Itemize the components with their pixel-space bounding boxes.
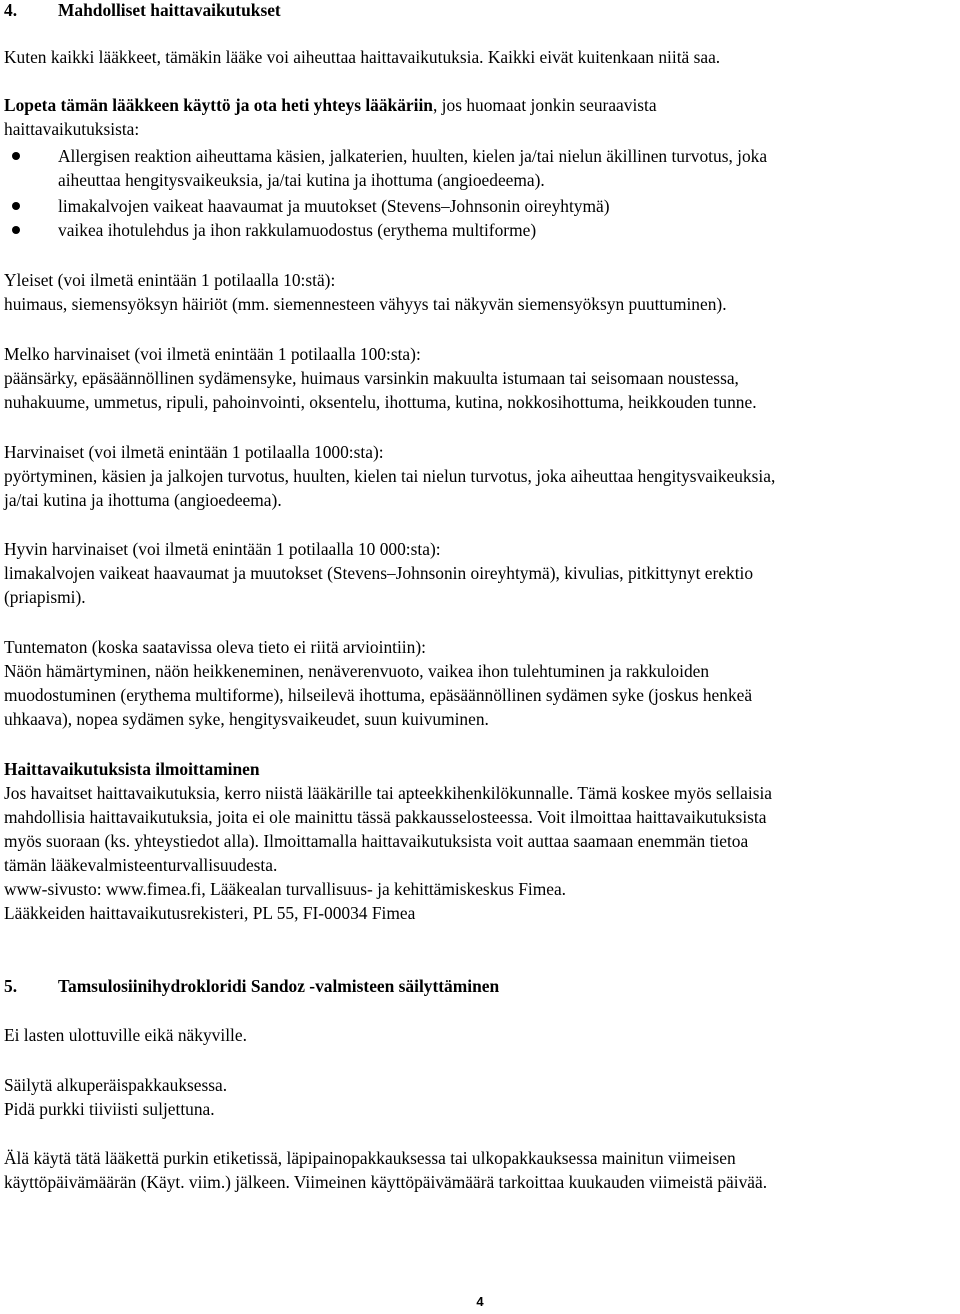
page-number: 4 [476,1294,484,1309]
frequency-text-very-rare: limakalvojen vaikeat haavaumat ja muutokset (Stevens–Johnsonin oireyhtymä), kivulias, pitkittynyt erektio [4,563,754,583]
section-5-heading [4,974,499,998]
stop-instruction-line2: haittavaikutuksista: [4,119,140,139]
stop-instruction-rest: , jos huomaat jonkin seuraavista [432,95,657,115]
frequency-text-very-rare: (priapismi). [4,587,86,607]
frequency-text-unknown: uhkaava), nopea sydämen syke, hengitysvaikeudet, suun kuivuminen. [4,709,489,729]
section-number: 5. [4,976,18,996]
section-number: 4. [4,0,18,20]
frequency-text-rare: ja/tai kutina ja ihottuma (angioedeema). [4,490,282,510]
bullet-icon [12,226,20,234]
section-4-heading [4,0,281,22]
reporting-text: tämän lääkevalmisteenturvallisuudesta. [4,855,278,875]
frequency-heading-very-rare: Hyvin harvinaiset (voi ilmetä enintään 1 potilaalla 10 000:sta): [4,539,441,559]
reporting-heading: Haittavaikutuksista ilmoittaminen [4,759,260,779]
bullet-item-continued: aiheuttaa hengitysvaikeuksia, ja/tai kutina ja ihottuma (angioedeema). [58,170,545,190]
reporting-address: Lääkkeiden haittavaikutusrekisteri, PL 55, FI-00034 Fimea [4,903,416,923]
frequency-text-uncommon: nuhakuume, ummetus, ripuli, pahoinvointi, oksentelu, ihottuma, kutina, nokkosihottuma, heikkouden tunne. [4,392,757,412]
expiry-text: käyttöpäivämäärän (Käyt. viim.) jälkeen. Viimeinen käyttöpäivämäärä tarkoittaa kuukauden viimeistä päivää. [4,1172,768,1192]
storage-children: Ei lasten ulottuville eikä näkyville. [4,1025,247,1045]
frequency-heading-unknown: Tuntematon (koska saatavissa oleva tieto ei riitä arviointiin): [4,637,426,657]
storage-package: Säilytä alkuperäispakkauksessa. [4,1075,228,1095]
reporting-website: www-sivusto: www.fimea.fi, Lääkealan turvallisuus- ja kehittämiskeskus Fimea. [4,879,567,899]
frequency-text-rare: pyörtyminen, käsien ja jalkojen turvotus, huulten, kielen tai nielun turvotus, joka aiheuttaa hengitysvaikeuksia, [4,466,776,486]
section-title: Tamsulosiinihydrokloridi Sandoz -valmisteen säilyttäminen [58,976,500,996]
frequency-heading-rare: Harvinaiset (voi ilmetä enintään 1 potilaalla 1000:sta): [4,442,384,462]
frequency-heading-uncommon: Melko harvinaiset (voi ilmetä enintään 1 potilaalla 100:sta): [4,344,421,364]
reporting-text: mahdollisia haittavaikutuksia, joita ei ole mainittu tässä pakkausselosteessa. Voit ilmoittaa haittavaikutuksista [4,807,767,827]
stop-instruction-bold: Lopeta tämän lääkkeen käyttö ja ota heti yhteys lääkäriin [4,95,433,115]
bullet-icon [12,202,20,210]
reporting-text: myös suoraan (ks. yhteystiedot alla). Ilmoittamalla haittavaikutuksista voit auttaa saamaan enemmän tietoa [4,831,749,851]
bullet-icon [12,152,20,160]
frequency-heading-common: Yleiset (voi ilmetä enintään 1 potilaalla 10:stä): [4,270,336,290]
bullet-item: limakalvojen vaikeat haavaumat ja muutokset (Stevens–Johnsonin oireyhtymä) [58,196,610,216]
frequency-text-common: huimaus, siemensyöksyn häiriöt (mm. siemennesteen vähyys tai näkyvän siemensyöksyn puuttuminen). [4,294,727,314]
section-title: Mahdolliset haittavaikutukset [58,0,281,20]
intro-text: Kuten kaikki lääkkeet, tämäkin lääke voi aiheuttaa haittavaikutuksia. Kaikki eivät kuitenkaan niitä saa. [4,47,721,67]
frequency-text-uncommon: päänsärky, epäsäännöllinen sydämensyke, huimaus varsinkin makuulta istumaan tai seisomaan noustessa, [4,368,739,388]
bullet-item: Allergisen reaktion aiheuttama käsien, jalkaterien, huulten, kielen ja/tai nielun äkillinen turvotus, joka [58,146,768,166]
reporting-text: Jos havaitset haittavaikutuksia, kerro niistä lääkärille tai apteekkihenkilökunnalle. Tämä koskee myös sellaisia [4,783,773,803]
bullet-item: vaikea ihotulehdus ja ihon rakkulamuodostus (erythema multiforme) [58,220,537,240]
frequency-text-unknown: muodostuminen (erythema multiforme), hilseilevä ihottuma, epäsäännöllinen sydämen syke (joskus henkeä [4,685,753,705]
frequency-text-unknown: Näön hämärtyminen, näön heikkeneminen, nenäverenvuoto, vaikea ihon tulehtuminen ja rakkuloiden [4,661,710,681]
expiry-text: Älä käytä tätä lääkettä purkin etiketissä, läpipainopakkauksessa tai ulkopakkauksessa mainitun viimeisen [4,1148,736,1168]
storage-closed: Pidä purkki tiiviisti suljettuna. [4,1099,215,1119]
stop-instruction [4,93,657,117]
